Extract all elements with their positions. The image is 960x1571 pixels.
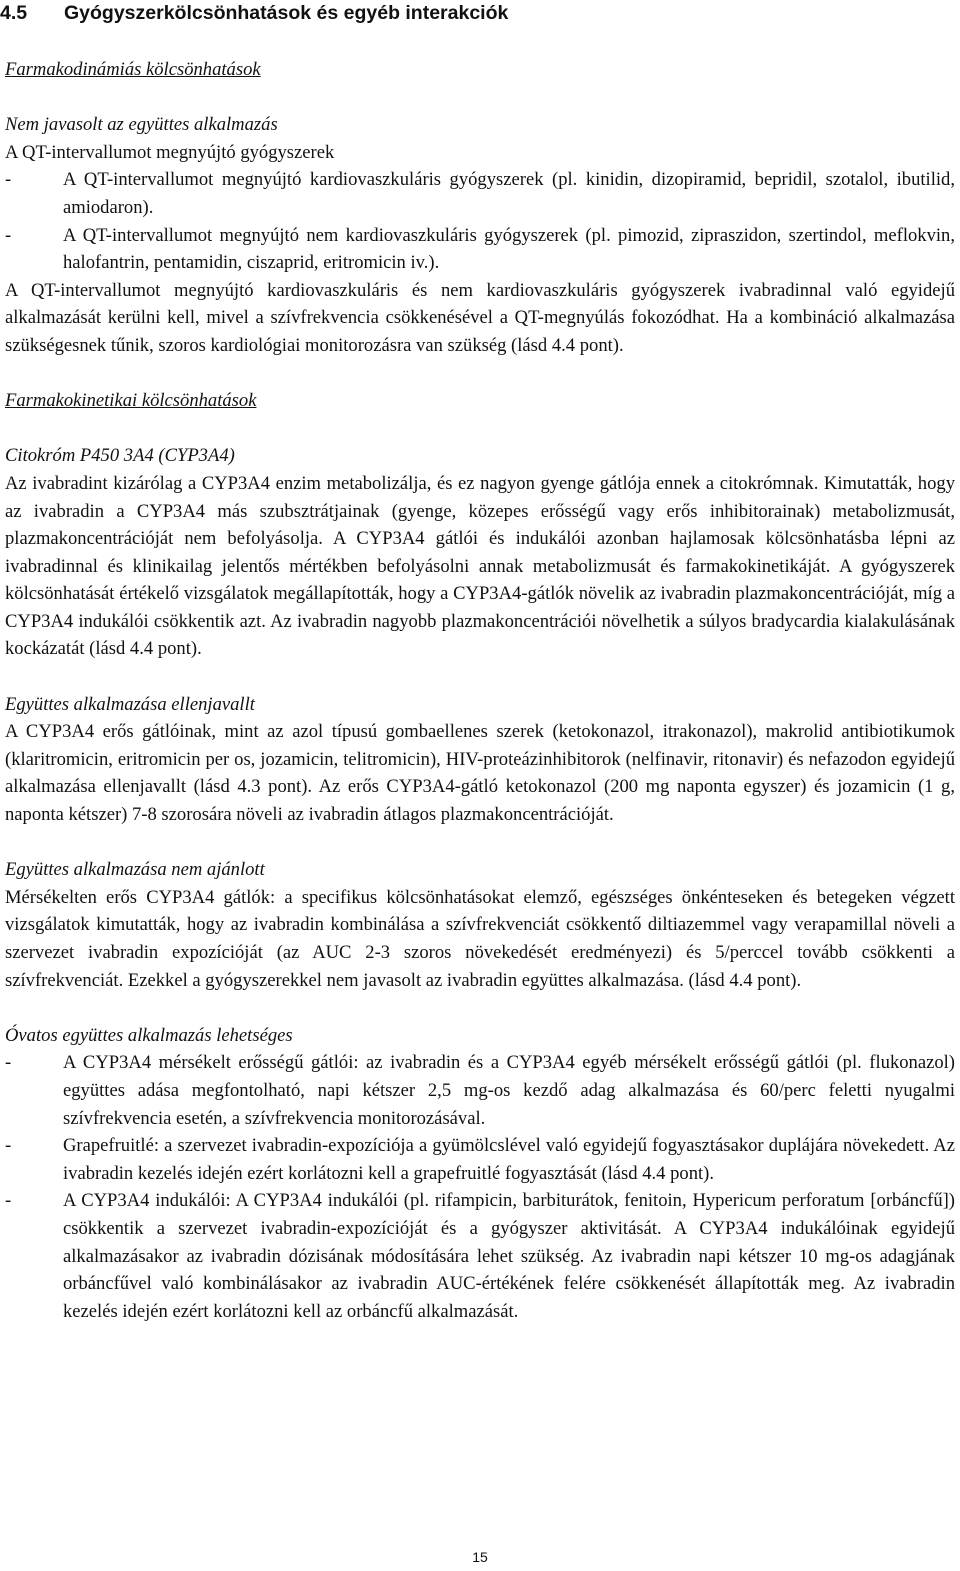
contraindicated-heading: Együttes alkalmazása ellenjavallt <box>5 693 255 715</box>
cyp-paragraph: Az ivabradint kizárólag a CYP3A4 enzim metabolizálja, és ez nagyon gyenge gátlója ennek a citokrómnak. Kimutatták, hogy az ivabradin a CYP3A4 más szubsztrátjainak (gyenge, közepes erősségű vagy erős inhibitorainak) metabolizmusát, plazmakoncentrációját nem befolyásolja. A CYP3A4 gátlói és indukálói azonban hajlamosak kölcsönhatásba lépni az ivabradinnal és klinikailag jelentős mértékben befolyásolni annak metabolizmusát és farmakokinetikáját. A gyógyszerek kölcsönhatását értékelő vizsgálatok megállapították, hogy a CYP3A4-gátlók növelik az ivabradin plazmakoncentrációját, míg a CYP3A4 indukálói csökkentik azt. Az ivabradin nagyobb plazmakoncentrációi növelhetik a súlyos bradycardia kialakulásának kockázatát (lásd 4.4 pont). <box>5 472 955 660</box>
qt-paragraph: A QT-intervallumot megnyújtó kardiovaszkuláris és nem kardiovaszkuláris gyógyszerek ivabradinnal való egyidejű alkalmazását kerülni kell, mivel a szívfrekvencia csökkenésével a QT-megnyúlás fokozódhat. Ha a kombináció alkalmazása szükségesnek tűnik, szoros kardiológiai monitorozásra van szükség (lásd 4.4 pont). <box>5 279 955 356</box>
section-heading <box>0 0 955 25</box>
list-item <box>5 166 955 221</box>
not-advised-paragraph: Mérsékelten erős CYP3A4 gátlók: a specifikus kölcsönhatásokat elemző, egészséges önkénteseken és betegeken végzett vizsgálatok kimutatták, hogy az ivabradin kombinálása a szívfrekvenciát csökkentő diltiazemmel vagy verapamillal növeli a szervezet ivabradin expozícióját (az AUC 2-3 szoros növekedését eredményezi) és 5/perccel tovább csökkenti a szívfrekvenciát. Ezekkel a gyógyszerekkel nem javasolt az ivabradin együttes alkalmazása. (lásd 4.4 pont). <box>5 886 955 991</box>
list-item <box>5 1132 955 1187</box>
cyp-heading: Citokróm P450 3A4 (CYP3A4) <box>5 445 235 467</box>
pharmacokinetic-heading: Farmakokinetikai kölcsönhatások <box>5 390 257 412</box>
pharmacodynamic-heading: Farmakodinámiás kölcsönhatások <box>5 59 261 80</box>
bullet-text: A QT-intervallumot megnyújtó kardiovaszkuláris gyógyszerek (pl. kinidin, dizopiramid, bepridil, szotalol, ibutilid, amiodaron). <box>63 169 955 218</box>
bullet-marker: - <box>5 169 12 191</box>
list-item <box>5 222 955 277</box>
qt-drugs-heading: A QT-intervallumot megnyújtó gyógyszerek <box>5 141 335 163</box>
not-advised-heading: Együttes alkalmazása nem ajánlott <box>5 859 265 881</box>
bullet-text: A CYP3A4 indukálói: A CYP3A4 indukálói (pl. rifampicin, barbiturátok, fenitoin, Hypericum perforatum [orbáncfű]) csökkentik a szervezet ivabradin-expozícióját és a gyógyszer aktivitását. A CYP3A4 indukálóinak egyidejű alkalmazásakor az ivabradin dózisának módosítására lehet szükség. Az ivabradin napi kétszer 10 mg-os adagjának orbáncfűvel való kombinálásakor az ivabradin AUC-értékének felére csökkenését állapították meg. Az ivabradin kezelés idején ezért korlátozni kell az orbáncfű alkalmazását. <box>63 1190 955 1322</box>
not-recommended-heading: Nem javasolt az együttes alkalmazás <box>5 114 278 136</box>
bullet-text: A QT-intervallumot megnyújtó nem kardiovaszkuláris gyógyszerek (pl. pimozid, zipraszidon, szertindol, meflokvin, halofantrin, pentamidin, ciszaprid, eritromicin iv.). <box>63 224 955 274</box>
caution-heading: Óvatos együttes alkalmazás lehetséges <box>5 1024 293 1046</box>
bullet-marker: - <box>5 1052 12 1074</box>
contraindicated-paragraph: A CYP3A4 erős gátlóinak, mint az azol típusú gombaellenes szerek (ketokonazol, itrakonazol), makrolid antibiotikumok (klaritromicin, eritromicin per os, jozamicin, telitromicin), HIV-proteázinhibitorok (nelfinavir, ritonavir) és nefazodon egyidejű alkalmazása ellenjavallt (lásd 4.3 pont). Az erős CYP3A4-gátló ketokonazol (200 mg naponta egyszer) és jozamicin (1 g, naponta kétszer) 7-8 szorosára növeli az ivabradin átlagos plazmakoncentrációját. <box>5 721 955 826</box>
list-item <box>5 1187 955 1325</box>
bullet-marker: - <box>5 1190 12 1212</box>
section-number: 4.5 <box>0 2 28 24</box>
bullet-marker: - <box>5 224 12 246</box>
bullet-marker: - <box>5 1135 12 1157</box>
bullet-text: Grapefruitlé: a szervezet ivabradin-expozíciója a gyümölcslével való egyidejű fogyasztásakor duplájára növekedett. Az ivabradin kezelés idején ezért korlátozni kell a grapefruitlé fogyasztását (lásd 4.4 pont). <box>63 1135 955 1184</box>
section-title: Gyógyszerkölcsönhatások és egyéb interakciók <box>64 2 509 24</box>
list-item <box>5 1049 955 1132</box>
bullet-text: A CYP3A4 mérsékelt erősségű gátlói: az ivabradin és a CYP3A4 egyéb mérsékelt erősségű gátlói (pl. flukonazol) együttes adása megfontolható, napi kétszer 2,5 mg-os kezdő adag alkalmazása és 60/perc feletti nyugalmi szívfrekvencia esetén, a szívfrekvencia monitorozásával. <box>63 1052 955 1129</box>
page-number: 15 <box>472 1549 488 1565</box>
